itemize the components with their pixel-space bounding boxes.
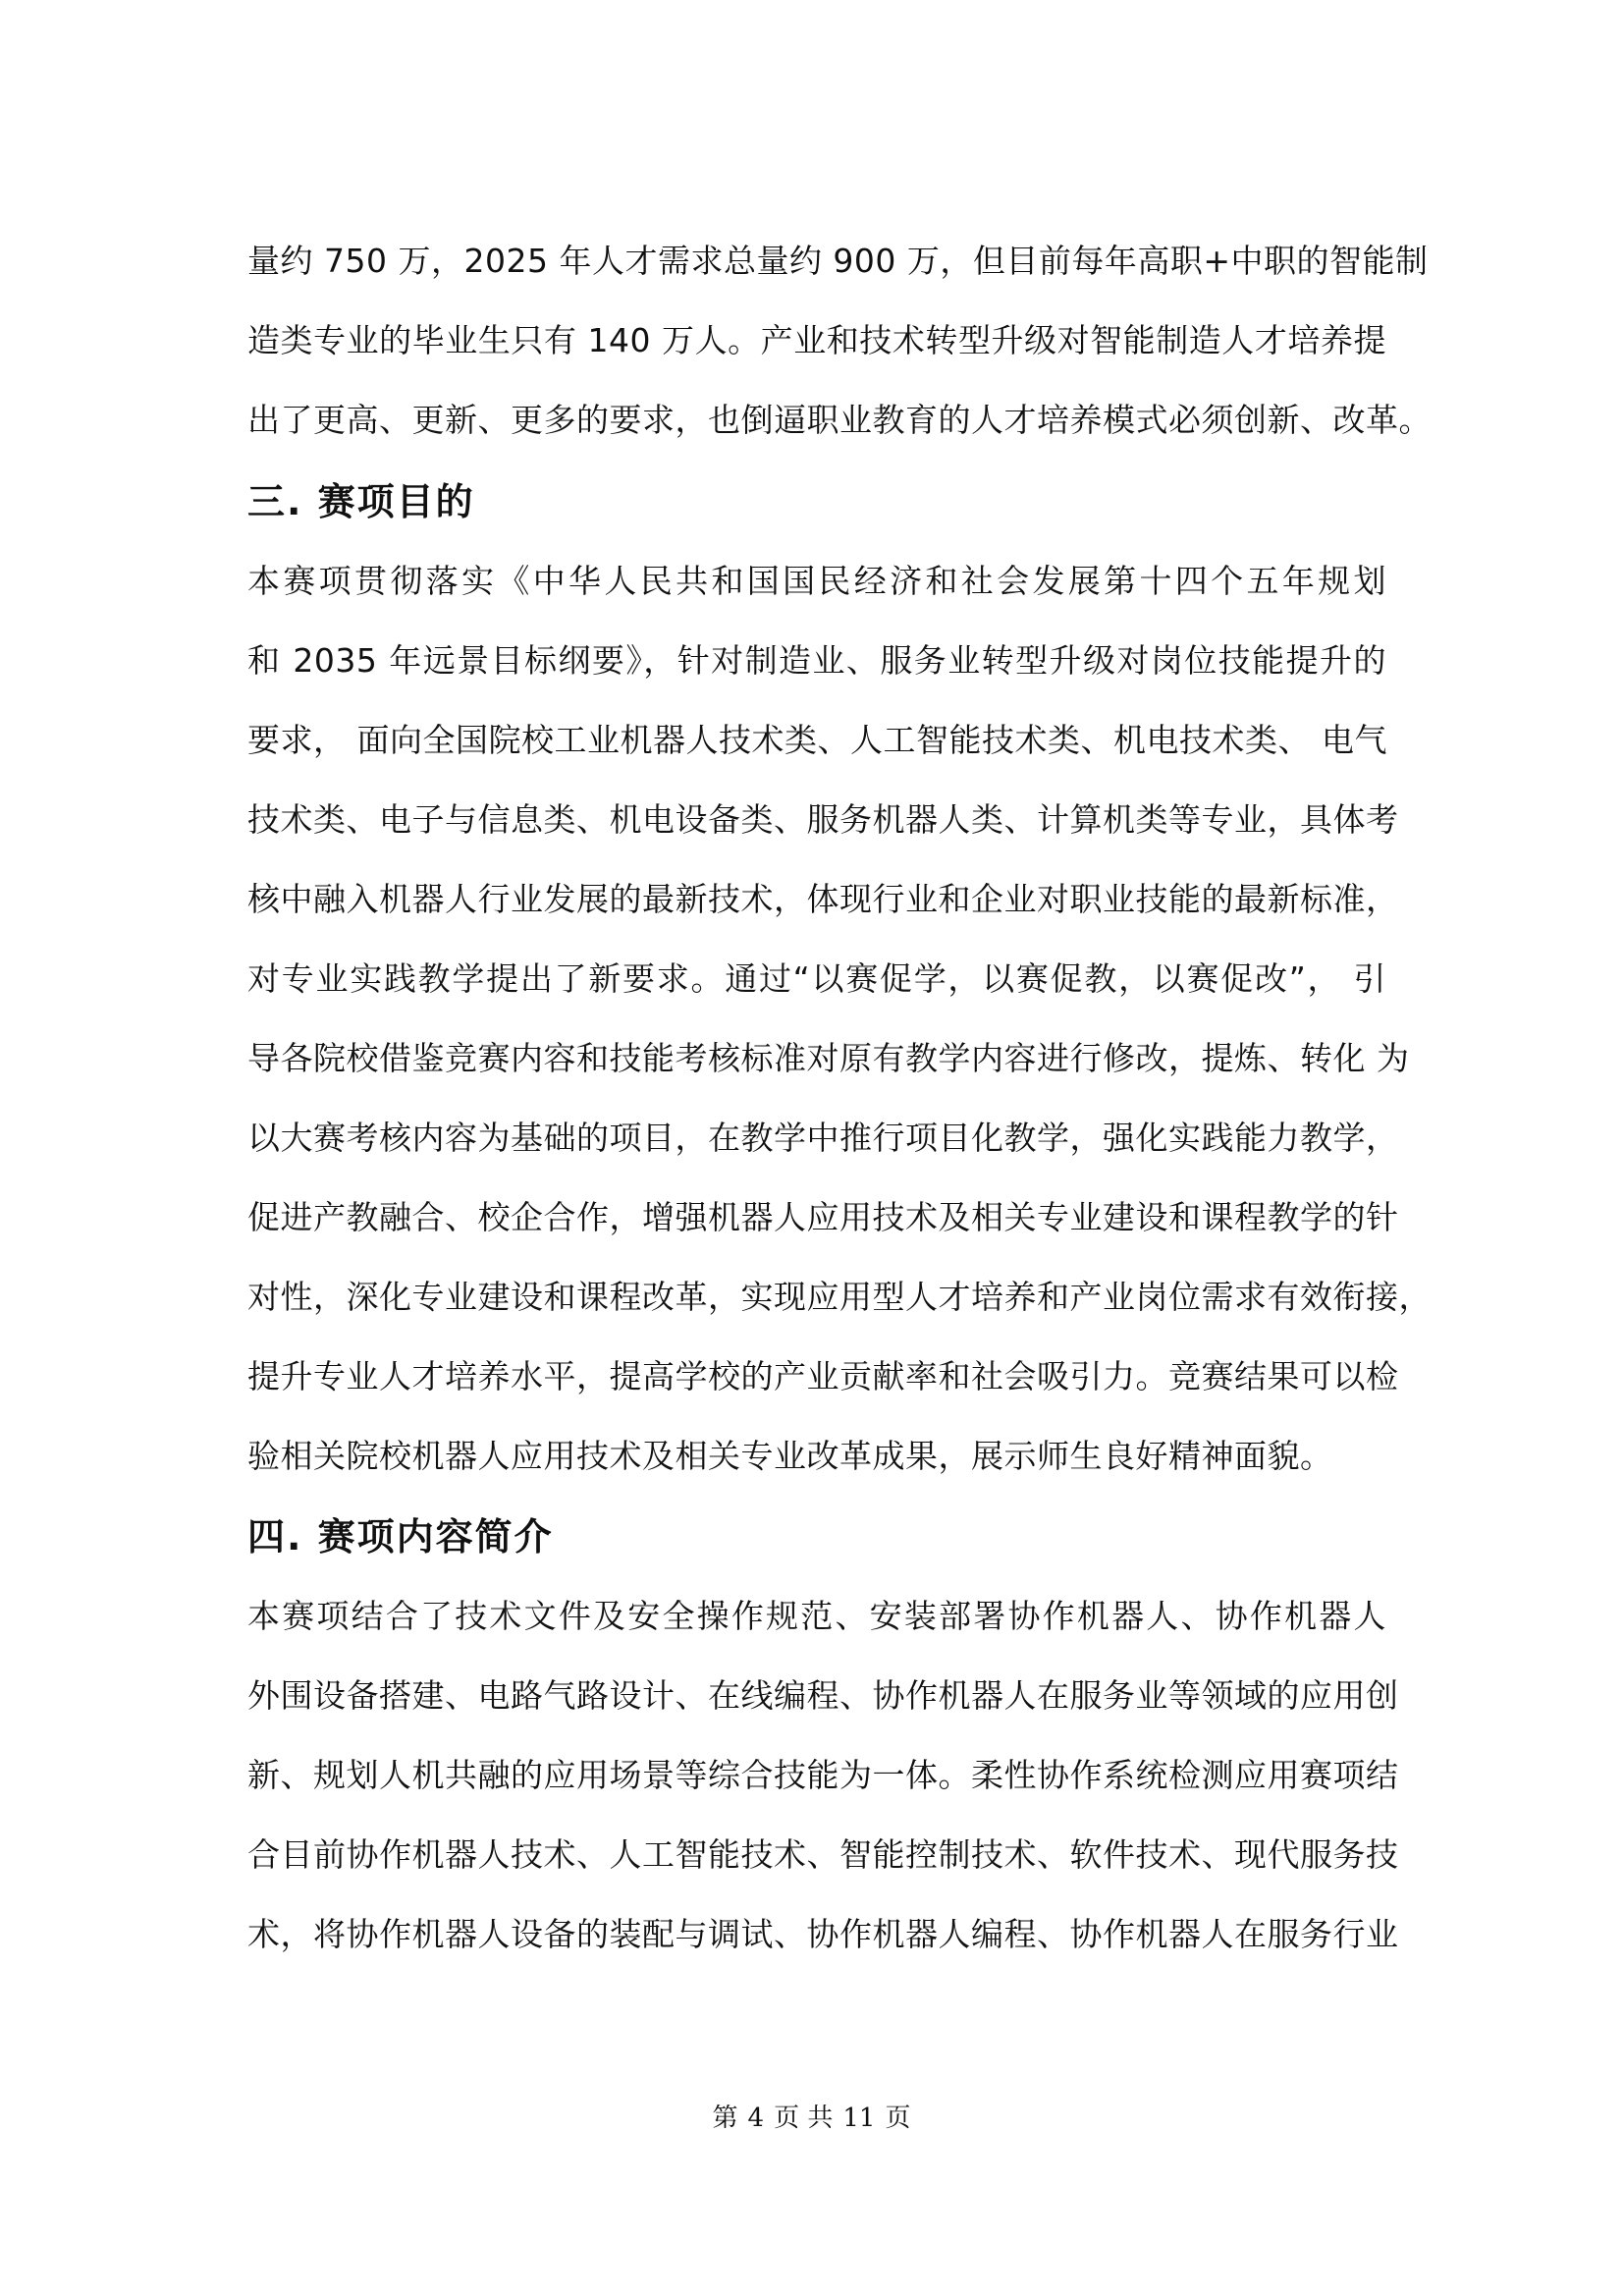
paragraph-line: 提升专业人才培养水平，提高学校的产业贡献率和社会吸引力。竞赛结果可以检 <box>247 1357 1399 1395</box>
paragraph-line: 核中融入机器人行业发展的最新技术，体现行业和企业对职业技能的最新标准， <box>247 880 1399 918</box>
paragraph-line: 新、规划人机共融的应用场景等综合技能为一体。柔性协作系统检测应用赛项结 <box>247 1756 1399 1794</box>
paragraph-line: 对性，深化专业建设和课程改革，实现应用型人才培养和产业岗位需求有效衔接， <box>247 1278 1432 1316</box>
paragraph-line: 和 2035 年远景目标纲要》，针对制造业、服务业转型升级对岗位技能提升的 <box>247 641 1386 680</box>
paragraph-line: 对专业实践教学提出了新要求。通过“以赛促学，以赛促教，以赛促改”， 引 <box>247 959 1386 998</box>
paragraph-line: 技术类、电子与信息类、机电设备类、服务机器人类、计算机类等专业，具体考 <box>247 800 1399 839</box>
paragraph-line: 验相关院校机器人应用技术及相关专业改革成果，展示师生良好精神面貌。 <box>247 1437 1333 1475</box>
paragraph-line: 外围设备搭建、电路气路设计、在线编程、协作机器人在服务业等领域的应用创 <box>247 1676 1399 1715</box>
footer-prefix: 第 <box>712 2104 738 2133</box>
footer-middle: 页 共 <box>774 2104 834 2133</box>
paragraph-line: 合目前协作机器人技术、人工智能技术、智能控制技术、软件技术、现代服务技 <box>247 1835 1399 1874</box>
paragraph-line: 要求， 面向全国院校工业机器人技术类、人工智能技术类、机电技术类、 电气 <box>247 721 1387 759</box>
paragraph-line: 出了更高、更新、更多的要求，也倒逼职业教育的人才培养模式必须创新、改革。 <box>247 401 1432 439</box>
paragraph-line: 量约 750 万，2025 年人才需求总量约 900 万，但目前每年高职+中职的智能制 <box>247 242 1429 280</box>
paragraph-line: 促进产教融合、校企合作，增强机器人应用技术及相关专业建设和课程教学的针 <box>247 1198 1399 1236</box>
section-heading-content: 四. 赛项内容简介 <box>247 1515 554 1558</box>
paragraph-line: 术，将协作机器人设备的装配与调试、协作机器人编程、协作机器人在服务行业 <box>247 1915 1399 1953</box>
footer-suffix: 页 <box>885 2104 911 2133</box>
paragraph-line: 本赛项结合了技术文件及安全操作规范、安装部署协作机器人、协作机器人 <box>247 1597 1386 1635</box>
section-heading-purpose: 三. 赛项目的 <box>247 480 475 523</box>
total-pages: 11 <box>842 2104 876 2133</box>
page-footer <box>0 2102 1623 2135</box>
paragraph-line: 本赛项贯彻落实《中华人民共和国国民经济和社会发展第十四个五年规划 <box>247 562 1386 600</box>
page-number: 4 <box>747 2104 765 2133</box>
paragraph-line: 以大赛考核内容为基础的项目，在教学中推行项目化教学，强化实践能力教学， <box>247 1119 1399 1157</box>
paragraph-line: 造类专业的毕业生只有 140 万人。产业和技术转型升级对智能制造人才培养提 <box>247 321 1386 359</box>
paragraph-line: 导各院校借鉴竞赛内容和技能考核标准对原有教学内容进行修改，提炼、转化 为 <box>247 1039 1410 1077</box>
